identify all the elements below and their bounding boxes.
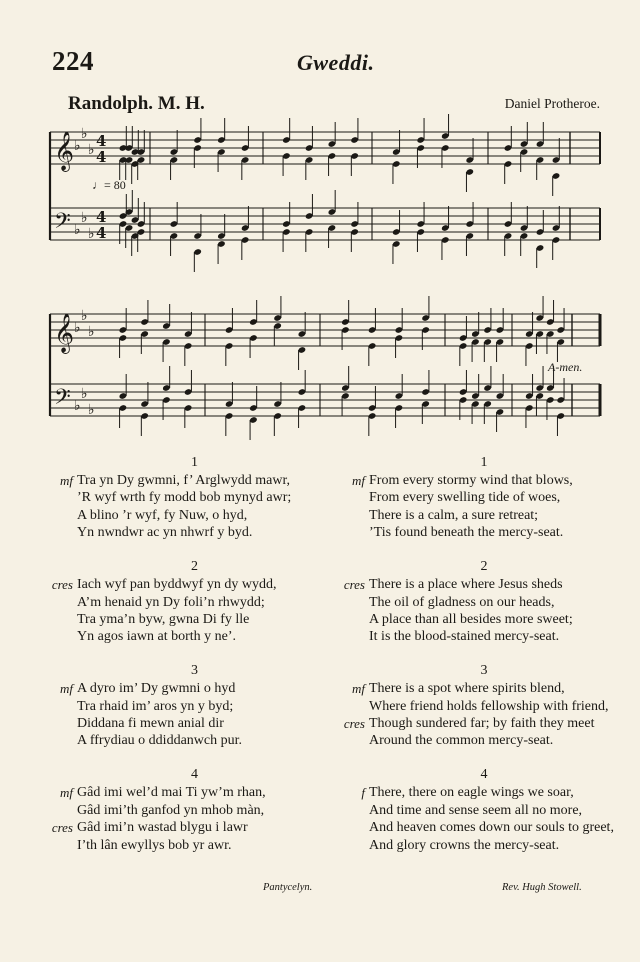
verse-line: [48, 507, 333, 524]
flat-sign: ♭: [81, 386, 88, 402]
verse-line: [340, 507, 620, 524]
flat-sign: ♭: [74, 398, 81, 414]
verse-text: Tra rhaid im’ aros yn y byd;: [77, 698, 234, 714]
verse-text: A’m henaid yn Dy foli’n rhwydd;: [77, 594, 265, 610]
verse-text: And heaven comes down our souls to greet,: [369, 820, 614, 836]
flat-sign: ♭: [88, 402, 95, 418]
dynamic-mark: cres: [343, 716, 365, 732]
verse-text: Gâd imi wel’d mai Ti yw’m rhan,: [77, 785, 266, 801]
verse-line: [48, 698, 333, 715]
verse-line: [340, 715, 620, 732]
tempo-mark: ♩= 80: [92, 178, 126, 192]
tune-name: Randolph. M. H.: [68, 93, 205, 114]
stanza-number: 2: [191, 559, 198, 575]
clefs-and-keys: [54, 126, 106, 418]
welsh-stanza-1: [48, 453, 333, 542]
verse-text: From every stormy wind that blows,: [369, 473, 573, 488]
verse-line: [48, 611, 333, 628]
verse-line: [48, 819, 333, 836]
verse-text: Where friend holds fellowship with friend,: [369, 698, 609, 714]
verse-line: [340, 472, 620, 489]
flat-sign: ♭: [88, 226, 95, 242]
flat-sign: ♭: [88, 142, 95, 158]
verse-text: ’R wyf wrth fy modd bob mynyd awr;: [77, 490, 292, 506]
verse-line: [340, 802, 620, 819]
verse-text: Around the common mercy-seat.: [369, 733, 554, 749]
page-title: Gweddi.: [297, 50, 375, 75]
verse-line: [48, 837, 333, 854]
verse-line: [340, 628, 620, 645]
verse-text: There is a place where Jesus sheds: [369, 577, 563, 593]
verse-line: [340, 594, 620, 611]
verse-text: Iach wyf pan byddwyf yn dy wydd,: [77, 577, 277, 593]
barlines: [50, 132, 600, 416]
verse-line: [48, 524, 333, 541]
verse-line: [340, 837, 620, 854]
verse-text: Diddana fi mewn anial dir: [77, 716, 224, 732]
treble-clef: 𝄞: [54, 131, 75, 171]
bass-clef: 𝄢: [54, 209, 71, 239]
english-author: Rev. Hugh Stowell.: [502, 882, 582, 893]
verse-line: [340, 611, 620, 628]
time-signature: 4: [96, 148, 107, 166]
welsh-stanza-2: [48, 557, 333, 646]
english-stanza-1: [340, 453, 620, 542]
stanza-number: 4: [191, 767, 198, 783]
verse-text: A blino ’r wyf, fy Nuw, o hyd,: [77, 507, 248, 523]
verse-line: [48, 594, 333, 611]
verse-line: [48, 489, 333, 506]
verse-text: Yn nwndwr ac yn nhwrf y byd.: [77, 525, 253, 541]
verse-line: [48, 628, 333, 645]
verse-text: And glory crowns the mercy-seat.: [369, 837, 560, 853]
verse-text: Tra yma’n byw, gwna Di fy lle: [77, 611, 250, 627]
dynamic-mark: cres: [51, 577, 73, 593]
time-signature: 4: [96, 132, 107, 150]
flat-sign: ♭: [74, 138, 81, 154]
time-signature: 4: [96, 208, 107, 226]
verse-line: [340, 576, 620, 593]
verse-line: [340, 489, 620, 506]
verse-line: [48, 732, 333, 749]
verse-text: There is a calm, a sure retreat;: [369, 507, 539, 523]
verse-line: [340, 784, 620, 801]
verse-text: From every swelling tide of woes,: [369, 490, 561, 506]
welsh-verses: [48, 453, 333, 870]
dynamic-mark: mf: [60, 473, 73, 488]
welsh-author: Pantycelyn.: [263, 882, 313, 893]
verse-line: [48, 715, 333, 732]
amen-text: A-men.: [548, 360, 583, 374]
verse-line: [340, 819, 620, 836]
verse-text: There is a spot where spirits blend,: [369, 681, 565, 697]
flat-sign: ♭: [74, 222, 81, 238]
hymn-number: 224: [52, 46, 94, 76]
english-stanza-4: [340, 765, 620, 854]
verse-line: [48, 802, 333, 819]
verse-text: And time and sense seem all no more,: [369, 802, 583, 818]
dynamic-mark: mf: [60, 681, 73, 697]
dynamic-mark: mf: [352, 473, 365, 488]
welsh-stanza-3: [48, 661, 333, 750]
verse-line: [340, 732, 620, 749]
verse-text: A ffrydiau o ddiddanwch pur.: [77, 733, 242, 749]
flat-sign: ♭: [81, 308, 88, 324]
stanza-number: 4: [480, 767, 488, 783]
flat-sign: ♭: [81, 210, 88, 226]
time-signature: 4: [96, 224, 107, 242]
english-stanza-3: [340, 661, 620, 750]
dynamic-mark: cres: [343, 577, 365, 593]
verse-line: [48, 784, 333, 801]
treble-clef: 𝄞: [54, 313, 75, 353]
stanza-number: 3: [191, 663, 198, 679]
verse-text: Tra yn Dy gwmni, f’ Arglwydd mawr,: [77, 473, 291, 488]
verse-text: A place than all besides more sweet;: [369, 611, 573, 627]
welsh-stanza-4: [48, 765, 333, 854]
verse-line: [340, 680, 620, 697]
music-score: [0, 0, 640, 450]
stanza-number: 1: [191, 455, 198, 470]
verse-text: A dyro im’ Dy gwmni o hyd: [77, 681, 236, 697]
verse-text: Yn agos iawn at borth y ne’.: [77, 629, 237, 645]
verse-text: Gâd imi’th ganfod yn mhob màn,: [77, 802, 265, 818]
verse-text: I’th lân ewyllys bob yr awr.: [77, 837, 232, 853]
verse-text: There, there on eagle wings we soar,: [369, 785, 574, 801]
verse-text: It is the blood-stained mercy-seat.: [369, 629, 560, 645]
dynamic-mark: cres: [51, 820, 73, 836]
verse-line: [340, 698, 620, 715]
verse-line: [48, 472, 333, 489]
verse-text: Gâd imi’n wastad blygu i lawr: [77, 820, 248, 836]
verse-text: The oil of gladness on our heads,: [369, 594, 555, 610]
stanza-number: 3: [480, 663, 488, 679]
flat-sign: ♭: [88, 324, 95, 340]
bass-clef: 𝄢: [54, 385, 71, 415]
verse-text: Though sundered far; by faith they meet: [369, 716, 595, 732]
staff-lines: [50, 132, 600, 416]
verse-line: [48, 576, 333, 593]
dynamic-mark: mf: [60, 785, 73, 801]
english-stanza-2: [340, 557, 620, 646]
dynamic-mark: mf: [352, 681, 365, 697]
stanza-number: 2: [480, 559, 488, 575]
stanza-number: 1: [480, 455, 488, 470]
flat-sign: ♭: [74, 320, 81, 336]
flat-sign: ♭: [81, 126, 88, 142]
verse-line: [48, 680, 333, 697]
verse-text: ’Tis found beneath the mercy-seat.: [369, 525, 564, 541]
english-verses: [340, 453, 620, 870]
dynamic-mark: f: [361, 785, 365, 801]
note-heads: [119, 114, 565, 440]
verse-line: [340, 524, 620, 541]
composer: Daniel Protheroe.: [504, 96, 600, 111]
